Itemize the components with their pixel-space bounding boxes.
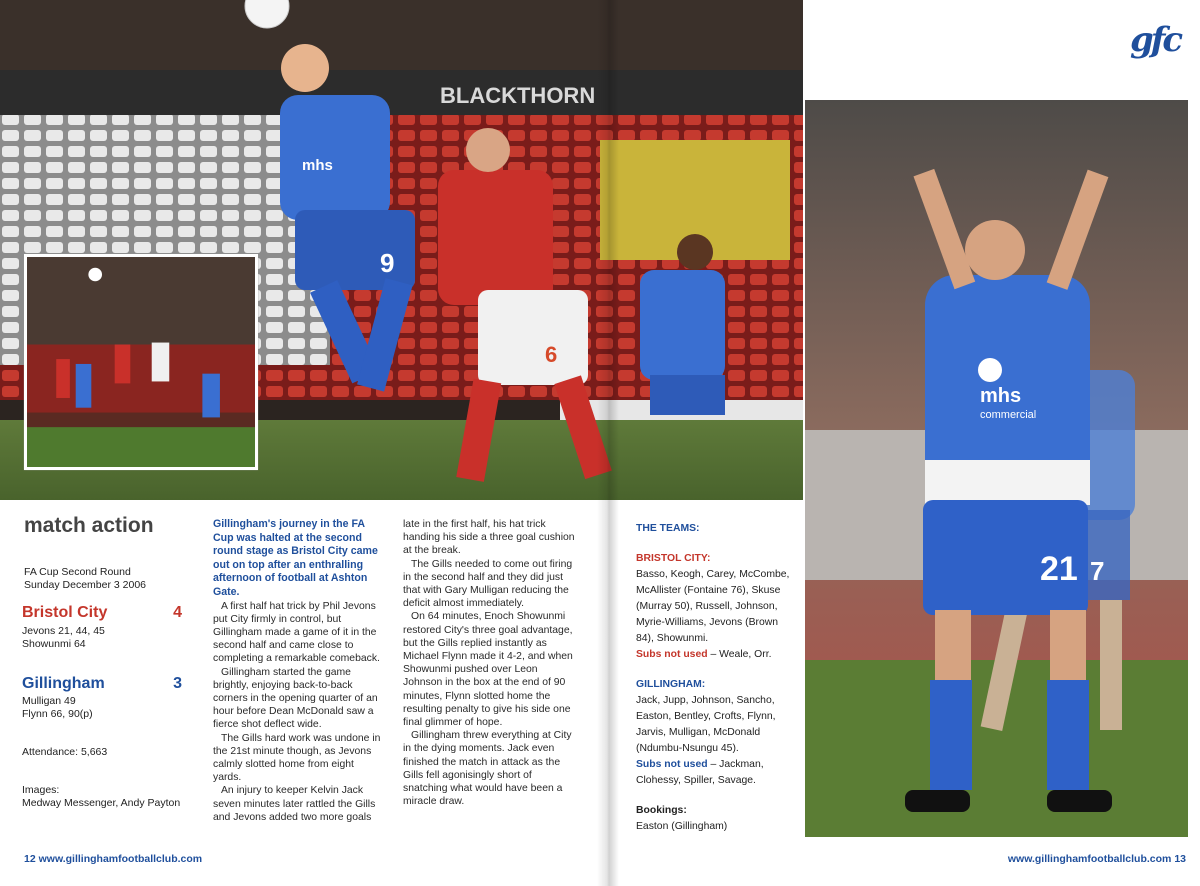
page-number-right: 13 — [1174, 853, 1186, 865]
svg-text:7: 7 — [1090, 556, 1105, 586]
stadium-banner: BLACKTHORN — [440, 83, 596, 108]
svg-text:commercial: commercial — [980, 409, 1037, 421]
team-lineups — [636, 521, 796, 835]
svg-text:21: 21 — [1040, 550, 1078, 588]
bristol-subs — [636, 647, 796, 663]
gillingham-subs-label: Subs not used — [636, 759, 708, 770]
article-paragraph: The Gills needed to come out firing in the second half and they did just that with Gary Mulligan reducing the deficit almost immediately. — [403, 558, 573, 610]
bristol-lineup: Basso, Keogh, Carey, McCombe, McAllister (Fontaine 76), Skuse (Murray 50), Russell, Johnson, Myrie-Williams, Jevons (Brown 84), Showunmi. — [636, 569, 790, 644]
page-number-left: 12 — [24, 853, 36, 865]
svg-text:mhs: mhs — [302, 157, 333, 174]
home-scorer-line: Showunmi 64 — [22, 638, 86, 650]
home-team-name: Bristol City — [22, 604, 108, 621]
article-column-2 — [403, 518, 575, 808]
section-title: match action — [24, 514, 154, 537]
article-paragraph: Gillingham threw everything at City in the dying moments. Jack even finished the match in attack as the Gills fell agonisingly short of snatching what would have been a miracle draw. — [403, 730, 572, 808]
article-paragraph: An injury to keeper Kelvin Jack seven minutes later rattled the Gills and Jevons added two more goals — [213, 785, 376, 823]
attendance: Attendance: 5,663 — [22, 746, 108, 758]
images-label: Images: — [22, 784, 60, 796]
footer-left — [24, 853, 202, 865]
inset-action-photo — [24, 254, 258, 470]
article-intro: Gillingham's journey in the FA Cup was halted at the second round stage as Bristol City came out on top after an enthralling afternoon of football at Ashton Gate. — [213, 518, 378, 598]
svg-text:9: 9 — [380, 248, 395, 278]
home-team-score: 4 — [173, 604, 182, 621]
svg-text:6: 6 — [545, 342, 558, 367]
match-round-info — [24, 566, 146, 592]
away-scorers — [22, 695, 93, 721]
gillingham-subs — [636, 757, 796, 789]
bookings-label: Bookings: — [636, 805, 687, 816]
home-scorers — [22, 625, 105, 651]
article-paragraph: Gillingham started the game brightly, enjoying back-to-back corners in the opening quarter of an hour before Dean McDonald saw a fierce shot deflect wide. — [213, 666, 378, 731]
images-credit — [22, 784, 180, 810]
away-scorer-line: Flynn 66, 90(p) — [22, 708, 93, 720]
footer-right — [1008, 853, 1186, 865]
away-team-name: Gillingham — [22, 675, 105, 692]
gillingham-lineup: Jack, Jupp, Johnson, Sancho, Easton, Bentley, Crofts, Flynn, Jarvis, Mulligan, McDonald (Ndumbu-Nsungu 45). — [636, 695, 776, 754]
bristol-subs-label: Subs not used — [636, 649, 708, 660]
article-paragraph: late in the first half, his hat trick handing his side a three goal cushion at the break. — [403, 519, 575, 557]
gillingham-label: GILLINGHAM: — [636, 679, 706, 690]
away-scorer-line: Mulligan 49 — [22, 695, 76, 707]
svg-text:mhs: mhs — [980, 385, 1022, 407]
article-column-1 — [213, 518, 385, 824]
bookings: Easton (Gillingham) — [636, 821, 728, 832]
club-logo: gfc — [1130, 20, 1181, 60]
footer-url-left[interactable]: www.gillinghamfootballclub.com — [38, 853, 203, 865]
teams-heading: THE TEAMS: — [636, 523, 700, 534]
gillingham-subs-names: – Jackman, Clohessy, Spiller, Savage. — [636, 759, 764, 786]
footer-url-right[interactable]: www.gillinghamfootballclub.com — [1007, 853, 1172, 865]
match-round: FA Cup Second Round — [24, 566, 131, 578]
away-team-score: 3 — [173, 675, 182, 692]
home-scorer-line: Jevons 21, 44, 45 — [22, 625, 105, 637]
article-paragraph: A first half hat trick by Phil Jevons put City firmly in control, but Gillingham made a game of it in the second half and came close to completing a remarkable comeback. — [213, 600, 380, 665]
bristol-label: BRISTOL CITY: — [636, 553, 711, 564]
article-paragraph: The Gills hard work was undone in the 21st minute though, as Jevons calmly slotted home from eight yards. — [213, 732, 381, 784]
article-paragraph: On 64 minutes, Enoch Showunmi restored City's three goal advantage, but the Gills replied instantly as Michael Flynn made it 4-2, and when Showunmi pushed over Leon Johnson in the box at the end of 90 minutes, Flynn slotted home the resulting penalty to give his side one final glimmer of hope. — [403, 611, 573, 729]
bristol-subs-names: – Weale, Orr. — [707, 649, 772, 660]
home-team-row — [22, 604, 182, 622]
images-credit-names: Medway Messenger, Andy Payton — [22, 797, 181, 809]
match-date: Sunday December 3 2006 — [24, 579, 146, 591]
player-applause-photo — [805, 100, 1188, 837]
away-team-row — [22, 675, 182, 693]
